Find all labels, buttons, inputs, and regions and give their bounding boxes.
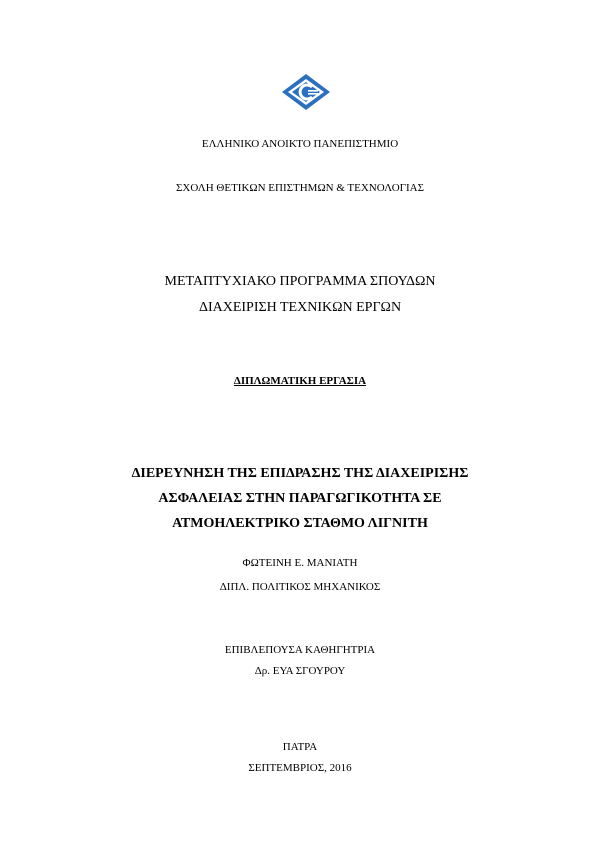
city: ΠΑΤΡΑ [282,741,318,753]
program-name: ΜΕΤΑΠΤΥΧΙΑΚΟ ΠΡΟΓΡΑΜΜΑ ΣΠΟΥΔΩΝ [164,274,436,289]
author-name: ΦΩΤΕΙΝΗ Ε. ΜΑΝΙΑΤΗ [242,557,358,569]
thesis-title-line-3: ΑΤΜΟΗΛΕΚΤΡΙΚΟ ΣΤΑΘΜΟ ΛΙΓΝΙΤΗ [172,516,428,531]
university-name: ΕΛΛΗΝΙΚΟ ΑΝΟΙΚΤΟ ΠΑΝΕΠΙΣΤΗΜΙΟ [201,138,399,150]
author-role: ΔΙΠΛ. ΠΟΛΙΤΙΚΟΣ ΜΗΧΑΝΙΚΟΣ [219,581,381,593]
supervisor-name: Δρ. ΕΥΑ ΣΓΟΥΡΟΥ [254,665,346,677]
thesis-title-line-2: ΑΣΦΑΛΕΙΑΣ ΣΤΗΝ ΠΑΡΑΓΩΓΙΚΟΤΗΤΑ ΣΕ [158,491,442,506]
supervisor-role: ΕΠΙΒΛΕΠΟΥΣΑ ΚΑΘΗΓΗΤΡΙΑ [224,644,376,656]
program-track: ΔΙΑΧΕΙΡΙΣΗ ΤΕΧΝΙΚΩΝ ΕΡΓΩΝ [198,300,402,315]
document-type: ΔΙΠΛΩΜΑΤΙΚΗ ΕΡΓΑΣΙΑ [233,375,367,387]
date: ΣΕΠΤΕΜΒΡΙΟΣ, 2016 [248,762,352,774]
thesis-title-line-1: ΔΙΕΡΕΥΝΗΣΗ ΤΗΣ ΕΠΙΔΡΑΣΗΣ ΤΗΣ ΔΙΑΧΕΙΡΙΣΗΣ [131,466,469,481]
university-logo-icon [280,72,332,112]
school-name: ΣΧΟΛΗ ΘΕΤΙΚΩΝ ΕΠΙΣΤΗΜΩΝ & ΤΕΧΝΟΛΟΓΙΑΣ [175,182,425,194]
